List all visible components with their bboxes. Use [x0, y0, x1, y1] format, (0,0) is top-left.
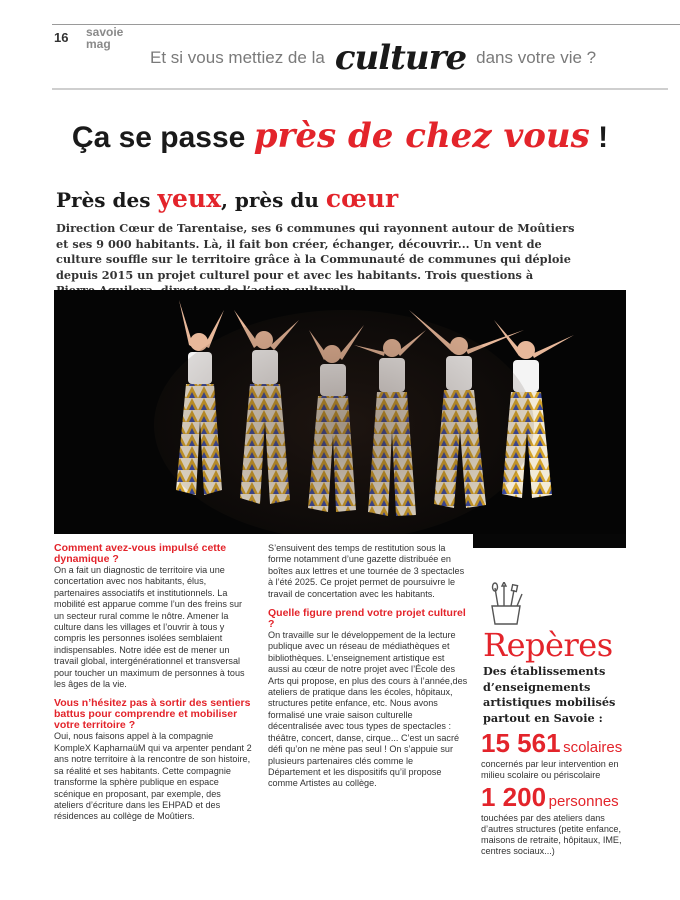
reperes-lead: Des établissements d’enseignements artistiques mobilisés partout en Savoie :	[483, 664, 616, 725]
stat1-unit: scolaires	[563, 739, 623, 756]
answer-1: On a fait un diagnostic de territoire via une concertation avec nos habitants, élus, partenaires associatifs et institutionnels. La mobilité est apparue comme l’un des freins sur un secteur rural comme le nôtre. Amener la culture dans les villages et l’ouvrir à tous y compris les personnes isolées semblaient indispensables. Notre idée est de mener un travail global, intergénérationnel et transversal pour toucher un maximum de personnes à tous les âges de la vie.	[54, 565, 245, 690]
page-title	[0, 116, 680, 156]
title-script: près de chez vous	[253, 116, 590, 156]
reperes-title: Repères	[483, 626, 613, 664]
stat2-number: 1 200	[481, 782, 547, 812]
page-number: 16	[54, 30, 69, 45]
answer-2-continued: S’ensuivent des temps de restitution sous la forme notamment d’une gazette distribuée en boîtes aux lettres et une tournée de 3 spectacles à l’été 2025. Ce projet permet de poursuivre le travail de concertation avec les habitants.	[268, 543, 465, 599]
stat1-number: 15 561	[481, 728, 561, 758]
photo-extension	[473, 534, 626, 548]
subhead-part2: , près du	[220, 188, 326, 212]
question-1: Comment avez-vous impulsé cette dynamique ?	[54, 542, 227, 565]
title-before: Ça se passe	[71, 121, 246, 154]
tagline-after: dans votre vie ?	[476, 48, 597, 67]
article-subhead	[56, 184, 398, 213]
top-rule	[52, 24, 680, 25]
stat-scolaires	[481, 728, 631, 781]
tagline-script-word: culture	[334, 38, 467, 78]
title-after: !	[598, 121, 609, 154]
question-2: Vous n’hésitez pas à sortir des sentiers battus pour comprendre et mobiliser votre territoire ?	[54, 697, 251, 732]
article-intro: Direction Cœur de Tarentaise, ses 6 communes qui rayonnent autour de Moûtiers et ses 9 000 habitants. Là, il fait bon créer, échanger, découvrir... Un vent de culture souffle sur le territoire grâce à la Communauté de communes qui déploie depuis 2015 un projet culturel pour et avec les habitants. Trois questions à	[56, 221, 575, 282]
section-tagline	[150, 36, 620, 80]
stat2-text: touchées par des ateliers dans d’autres structures (petite enfance, maisons de retraite, hôpitaux, IME, centres sociaux...)	[481, 813, 622, 856]
interview-column-2	[268, 543, 468, 798]
question-3: Quelle figure prend votre projet culturel ?	[268, 607, 466, 631]
mag-logo-line2: mag	[86, 37, 111, 51]
answer-2: Oui, nous faisons appel à la compagnie KompleX KapharnaüM qui va arpenter pendant 2 ans notre territoire à la rencontre de son histoire, sa réalité et ses habitants. Cette compagnie transforme la sphère publique en espace scénique en proposant, par exemple, des ateliers d’écriture dans les EHPAD et des résidences au collège de Moûtiers.	[54, 731, 252, 822]
stat-personnes	[481, 782, 631, 857]
stat2-unit: personnes	[548, 793, 619, 810]
magazine-logo	[86, 26, 123, 50]
answer-3: On travaille sur le développement de la lecture publique avec un réseau de médiathèques et bibliothèques. L’enseignement artistique est aussi au cœur de notre projet avec l’École des Arts qui propose, en plus des cours à l’année,des ateliers de pratique dans les écoles, hôpitaux, structures petite enfance, etc. Nous avons formalisé une vraie saison culturelle décentralisée avec tous types de spectacles : théâtre, concert, danse, cirque... C’est un sacré défi qu’on ne mène pas seul ! On s’appuie sur plusieurs partenaires clés comme le Département et les dispositifs qu’il propose comme Artistes au collège.	[268, 630, 468, 789]
subhead-word2: cœur	[325, 184, 399, 213]
interview-column-1	[54, 543, 252, 831]
dance-photo	[54, 290, 626, 534]
subhead-part1: Près des	[56, 188, 158, 212]
art-supplies-icon	[484, 582, 528, 626]
subhead-word1: yeux	[157, 184, 221, 213]
mag-logo-line1: savoie	[86, 25, 124, 39]
stat1-text: concernés par leur intervention en milieu scolaire ou périscolaire	[481, 759, 619, 780]
header-rule	[52, 88, 668, 90]
tagline-before: Et si vous mettiez de la	[150, 48, 325, 67]
